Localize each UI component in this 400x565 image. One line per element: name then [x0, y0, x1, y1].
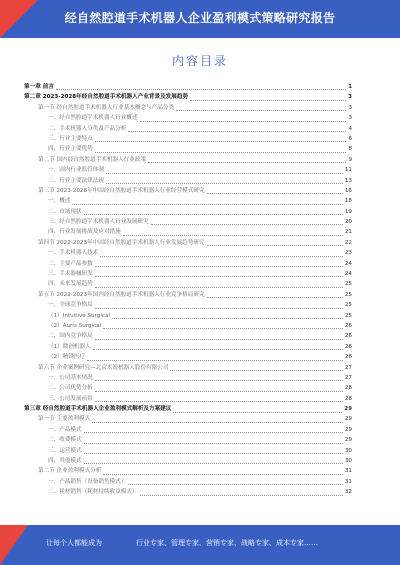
toc-entry-page: 26	[344, 333, 352, 340]
toc-entry-label: 一、经自然腔道手术机器人行业概述	[48, 115, 138, 122]
toc-entry[interactable]	[24, 321, 352, 331]
toc-entry-label: 三、运营模式	[48, 447, 82, 454]
toc-entry[interactable]	[24, 134, 352, 144]
toc-entry-page: 29	[344, 406, 352, 413]
toc-leader-dots	[100, 249, 343, 257]
toc-entry[interactable]	[24, 238, 352, 248]
toc-entry[interactable]	[24, 217, 352, 227]
toc-entry-page: 19	[344, 208, 352, 215]
toc-leader-dots	[151, 217, 343, 225]
toc-entry[interactable]	[24, 394, 352, 404]
toc-leader-dots	[84, 436, 343, 444]
toc-entry-page: 24	[344, 260, 352, 267]
toc-entry-page: 29	[344, 426, 352, 433]
toc-entry-page: 3	[348, 94, 352, 101]
toc-heading: 内容目录	[171, 54, 228, 68]
toc-entry-label: 二、手术机器人分类及产品分析	[48, 125, 127, 132]
toc-entry-label: （2）Auris Surgical	[48, 322, 102, 329]
toc-entry-label: 二、主要产品参数	[48, 260, 93, 267]
toc-leader-dots	[84, 207, 343, 215]
toc-entry-label: （1）微创机器人	[48, 343, 91, 350]
toc-entry-label: 一、国内行业监管体制	[48, 167, 104, 174]
toc-entry[interactable]	[24, 456, 352, 466]
toc-entry-label: 四、其他模式	[48, 458, 82, 465]
toc-entry-page: 27	[344, 374, 352, 381]
toc-entry-page: 26	[344, 354, 352, 361]
toc-entry-page: 28	[344, 395, 352, 402]
toc-entry-page: 4	[348, 125, 352, 132]
toc-entry-page: 27	[344, 364, 352, 371]
table-of-contents	[24, 82, 352, 498]
toc-leader-dots	[190, 93, 346, 101]
toc-leader-dots	[170, 363, 342, 371]
toc-entry-page: 22	[344, 239, 352, 246]
toc-entry-label: 第一节 经自然腔道手术机器人行业基本概念与产品分类	[38, 104, 175, 111]
toc-entry-page: 29	[344, 437, 352, 444]
report-footer	[0, 525, 400, 565]
toc-entry-label: 二、行业主要法律法规	[48, 177, 104, 184]
toc-entry-label: 四、未来发展趋势	[48, 281, 93, 288]
toc-entry[interactable]	[24, 425, 352, 435]
toc-entry-page: 1	[348, 83, 352, 90]
toc-leader-dots	[128, 477, 343, 485]
report-header	[0, 0, 400, 38]
toc-entry[interactable]	[24, 363, 352, 373]
toc-entry[interactable]	[24, 279, 352, 289]
toc-leader-dots	[95, 259, 343, 267]
toc-entry-page: 26	[344, 322, 352, 329]
toc-entry-page: 30	[344, 458, 352, 465]
toc-leader-dots	[128, 124, 346, 132]
toc-entry-label: 第二节 国内经自然腔道手术机器人行业政策	[38, 156, 147, 163]
toc-leader-dots	[95, 269, 343, 277]
toc-entry-page: 26	[344, 343, 352, 350]
toc-entry[interactable]	[24, 103, 352, 113]
toc-entry-label: 三、手术器械研发	[48, 271, 93, 278]
toc-leader-dots	[207, 290, 343, 298]
toc-entry-page: 29	[344, 416, 352, 423]
toc-entry[interactable]	[24, 207, 352, 217]
toc-entry-label: 一、产品销售（设备销售模式）	[48, 478, 127, 485]
toc-entry-label: 第二章 2023-2028年经自然腔道手术机器人产业背景及发展趋势	[24, 94, 189, 101]
toc-entry-label: 三、公司发展前景	[48, 395, 93, 402]
toc-entry[interactable]	[24, 477, 352, 487]
toc-entry[interactable]	[24, 342, 352, 352]
toc-entry-page: 9	[348, 156, 352, 163]
toc-entry-label: （2）精锋医疗	[48, 354, 86, 361]
toc-leader-dots	[56, 82, 346, 90]
footer-roles: 行业专家、管理专家、营销专家、战略专家、成本专家……	[136, 539, 318, 547]
toc-entry-label: 一、公司基本情况	[48, 374, 93, 381]
toc-entry[interactable]	[24, 165, 352, 175]
toc-leader-dots	[112, 311, 343, 319]
toc-entry[interactable]	[24, 435, 352, 445]
toc-entry[interactable]	[24, 248, 352, 258]
toc-entry-page: 28	[344, 385, 352, 392]
toc-entry-page: 25	[344, 302, 352, 309]
toc-entry[interactable]	[24, 269, 352, 279]
toc-entry[interactable]	[24, 259, 352, 269]
toc-entry-label: 三、行业主要特点	[48, 135, 93, 142]
toc-entry[interactable]	[24, 373, 352, 383]
toc-entry-page: 3	[348, 115, 352, 122]
toc-entry[interactable]	[24, 82, 352, 92]
toc-entry-label: 三、经自然腔道手术机器人行业发展研究	[48, 219, 149, 226]
toc-entry[interactable]	[24, 466, 352, 476]
toc-entry-page: 11	[344, 167, 352, 174]
toc-entry-page: 25	[344, 312, 352, 319]
toc-entry-page: 3	[348, 104, 352, 111]
toc-entry[interactable]	[24, 227, 352, 237]
toc-entry-label: 第三节 2023-2028年中国经自然腔道手术机器人行业经营模式研究	[38, 187, 205, 194]
toc-entry[interactable]	[24, 404, 352, 414]
toc-leader-dots	[140, 114, 347, 122]
toc-entry[interactable]	[24, 176, 352, 186]
toc-entry[interactable]	[24, 113, 352, 123]
toc-entry-label: 第四节 2022-2023年中国经自然腔道手术机器人行业发展趋势研究	[38, 239, 205, 246]
toc-entry-page: 30	[344, 447, 352, 454]
toc-entry-label: 一、手术机器人技术	[48, 250, 99, 257]
toc-leader-dots	[87, 353, 343, 361]
toc-entry[interactable]	[24, 311, 352, 321]
toc-entry-label: 四、行业主要优势	[48, 146, 93, 153]
toc-entry-page: 20	[344, 219, 352, 226]
toc-leader-dots	[207, 186, 343, 194]
toc-leader-dots	[95, 373, 343, 381]
toc-entry-label: 二、国内竞争格局	[48, 333, 93, 340]
toc-entry-page: 8	[348, 146, 352, 153]
footer-corner-accent	[0, 525, 28, 565]
toc-leader-dots	[95, 394, 343, 402]
toc-entry[interactable]	[24, 446, 352, 456]
toc-entry-label: 二、公司优势分析	[48, 385, 93, 392]
toc-entry-page: 13	[344, 177, 352, 184]
toc-leader-dots	[95, 384, 343, 392]
toc-entry[interactable]	[24, 186, 352, 196]
toc-entry-page: 6	[348, 135, 352, 142]
toc-entry[interactable]	[24, 196, 352, 206]
toc-entry-label: 第二节 企业盈利模式分析	[38, 468, 102, 475]
toc-entry-label: 一、概述	[48, 198, 71, 205]
toc-entry[interactable]	[24, 415, 352, 425]
toc-entry-label: 第一章 前言	[24, 83, 54, 90]
toc-entry-label: 第三章 经自然腔道手术机器人企业盈利模式解析及方案建议	[24, 406, 172, 413]
toc-leader-dots	[140, 488, 343, 496]
toc-entry-page: 25	[344, 281, 352, 288]
toc-entry-page: 31	[344, 478, 352, 485]
toc-entry[interactable]	[24, 92, 352, 102]
toc-entry-label: 二、耗材销售（耗材持续收益模式）	[48, 489, 138, 496]
toc-leader-dots	[148, 155, 346, 163]
toc-leader-dots	[92, 415, 343, 423]
toc-entry[interactable]	[24, 124, 352, 134]
toc-leader-dots	[123, 228, 343, 236]
toc-entry-label: 四、行业发展挑战及应对措施	[48, 229, 121, 236]
toc-entry-label: （1）Intuitive Surgical	[48, 312, 110, 319]
toc-entry-page: 32	[344, 489, 352, 496]
toc-entry[interactable]	[24, 300, 352, 310]
toc-leader-dots	[103, 467, 343, 475]
footer-slogan: 让每个人都能成为	[46, 539, 102, 547]
toc-entry[interactable]	[24, 155, 352, 165]
toc-entry-page: 31	[344, 468, 352, 475]
toc-entry-label: 二、收费模式	[48, 437, 82, 444]
toc-entry-page: 24	[344, 271, 352, 278]
toc-leader-dots	[106, 176, 343, 184]
toc-entry-page: 25	[344, 291, 352, 298]
toc-leader-dots	[106, 166, 343, 174]
toc-leader-dots	[72, 197, 342, 205]
toc-leader-dots	[84, 425, 343, 433]
toc-entry-label: 第一节 主要盈利模式	[38, 416, 91, 423]
toc-entry-page: 21	[344, 229, 352, 236]
toc-entry-page: 18	[344, 198, 352, 205]
toc-entry-label: 一、产品模式	[48, 426, 82, 433]
toc-entry[interactable]	[24, 290, 352, 300]
toc-leader-dots	[93, 342, 343, 350]
toc-entry-label: 第五节 2022-2023年国内经自然腔道手术机器人行业竞争格局研究	[38, 291, 205, 298]
toc-entry-label: 一、全球竞争格局	[48, 302, 93, 309]
toc-entry-page: 16	[344, 187, 352, 194]
toc-entry[interactable]	[24, 352, 352, 362]
toc-entry[interactable]	[24, 144, 352, 154]
toc-leader-dots	[95, 301, 343, 309]
toc-leader-dots	[95, 134, 347, 142]
toc-leader-dots	[207, 238, 343, 246]
toc-entry-label: 第六节 企业案例研究—北京术锐机器人股份有限公司	[38, 364, 169, 371]
toc-leader-dots	[95, 280, 343, 288]
report-title: 经自然腔道手术机器人企业盈利模式策略研究报告	[64, 11, 336, 25]
toc-entry[interactable]	[24, 331, 352, 341]
toc-leader-dots	[103, 321, 343, 329]
toc-entry-label: 二、市场现状	[48, 208, 82, 215]
toc-leader-dots	[84, 456, 343, 464]
toc-entry-page: 23	[344, 250, 352, 257]
toc-leader-dots	[173, 405, 342, 413]
toc-leader-dots	[176, 103, 346, 111]
toc-leader-dots	[95, 145, 347, 153]
toc-leader-dots	[84, 446, 343, 454]
toc-entry[interactable]	[24, 487, 352, 497]
toc-leader-dots	[95, 332, 343, 340]
toc-entry[interactable]	[24, 383, 352, 393]
